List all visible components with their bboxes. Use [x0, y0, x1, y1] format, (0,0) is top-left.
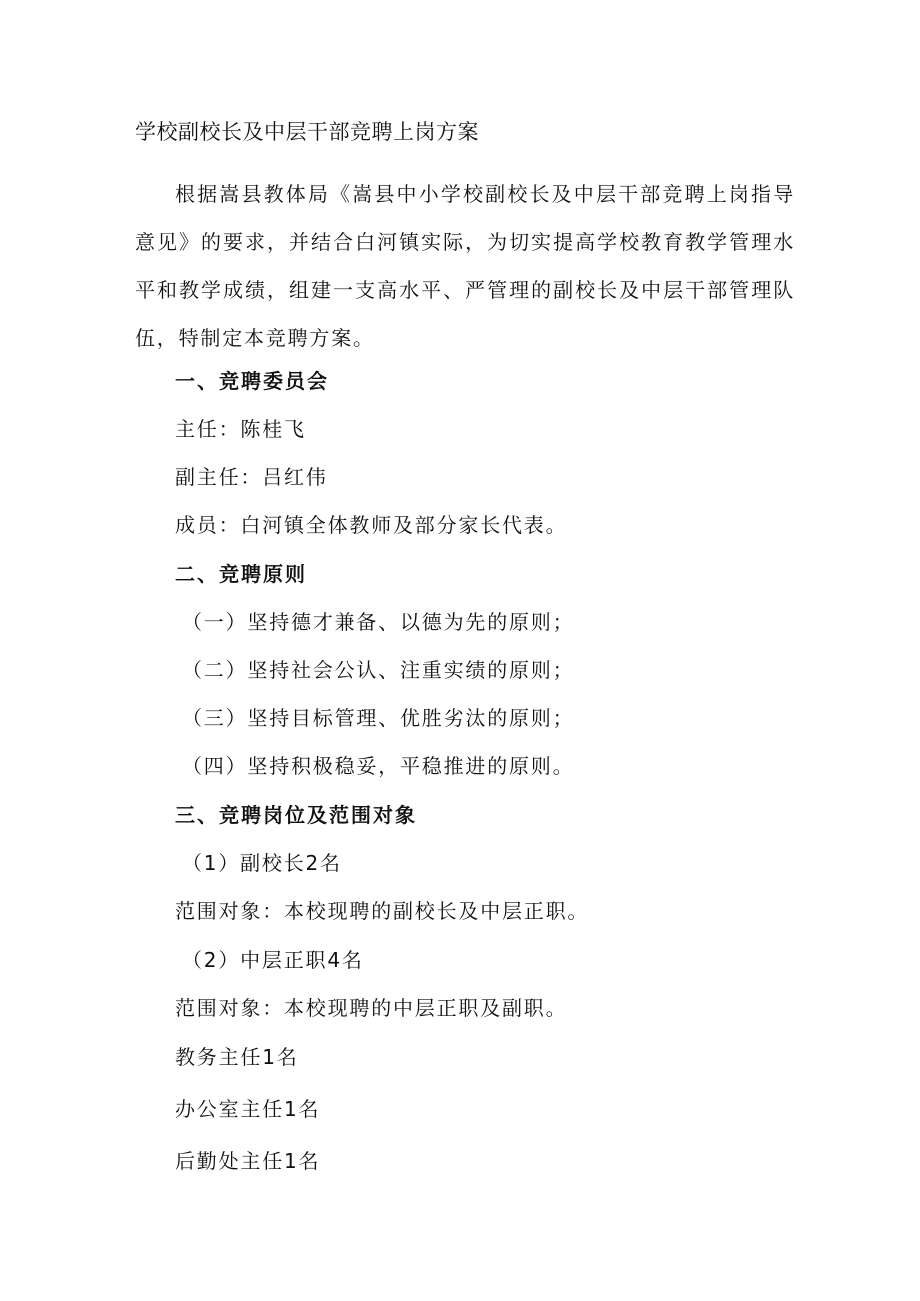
intro-paragraph: 根据嵩县教体局《嵩县中小学校副校长及中层干部竞聘上岗指导意见》的要求，并结合白河镇实际，为切实提高学校教育教学管理水平和教学成绩，组建一支高水平、严管理的副校长及中层干部管理队伍，特制定本竞聘方案。 [135, 182, 795, 350]
position-item: 教务主任1名 [175, 1045, 299, 1069]
document-title: 学校副校长及中层干部竞聘上岗方案 [135, 120, 479, 144]
post-vice-principal: （1）副校长2名 [182, 851, 342, 875]
section-heading-committee: 一、竞聘委员会 [175, 369, 329, 393]
principle-item: （二）坚持社会公认、注重实绩的原则； [182, 658, 575, 682]
principle-item: （三）坚持目标管理、优胜劣汰的原则； [182, 706, 575, 730]
principle-item: （一）坚持德才兼备、以德为先的原则； [182, 610, 575, 634]
position-item: 办公室主任1名 [175, 1097, 321, 1121]
section-heading-principles: 二、竞聘原则 [175, 562, 307, 586]
position-item: 后勤处主任1名 [175, 1149, 321, 1173]
post-middle-manager-scope: 范围对象：本校现聘的中层正职及副职。 [175, 996, 568, 1020]
committee-deputy-director: 副主任：吕红伟 [175, 465, 328, 489]
committee-director: 主任：陈桂飞 [175, 417, 306, 441]
section-heading-positions: 三、竞聘岗位及范围对象 [175, 803, 417, 827]
principle-item: （四）坚持积极稳妥，平稳推进的原则。 [182, 754, 575, 778]
committee-members: 成员：白河镇全体教师及部分家长代表。 [175, 513, 568, 537]
post-vice-principal-scope: 范围对象：本校现聘的副校长及中层正职。 [175, 899, 590, 923]
post-middle-manager: （2）中层正职4名 [182, 948, 364, 972]
